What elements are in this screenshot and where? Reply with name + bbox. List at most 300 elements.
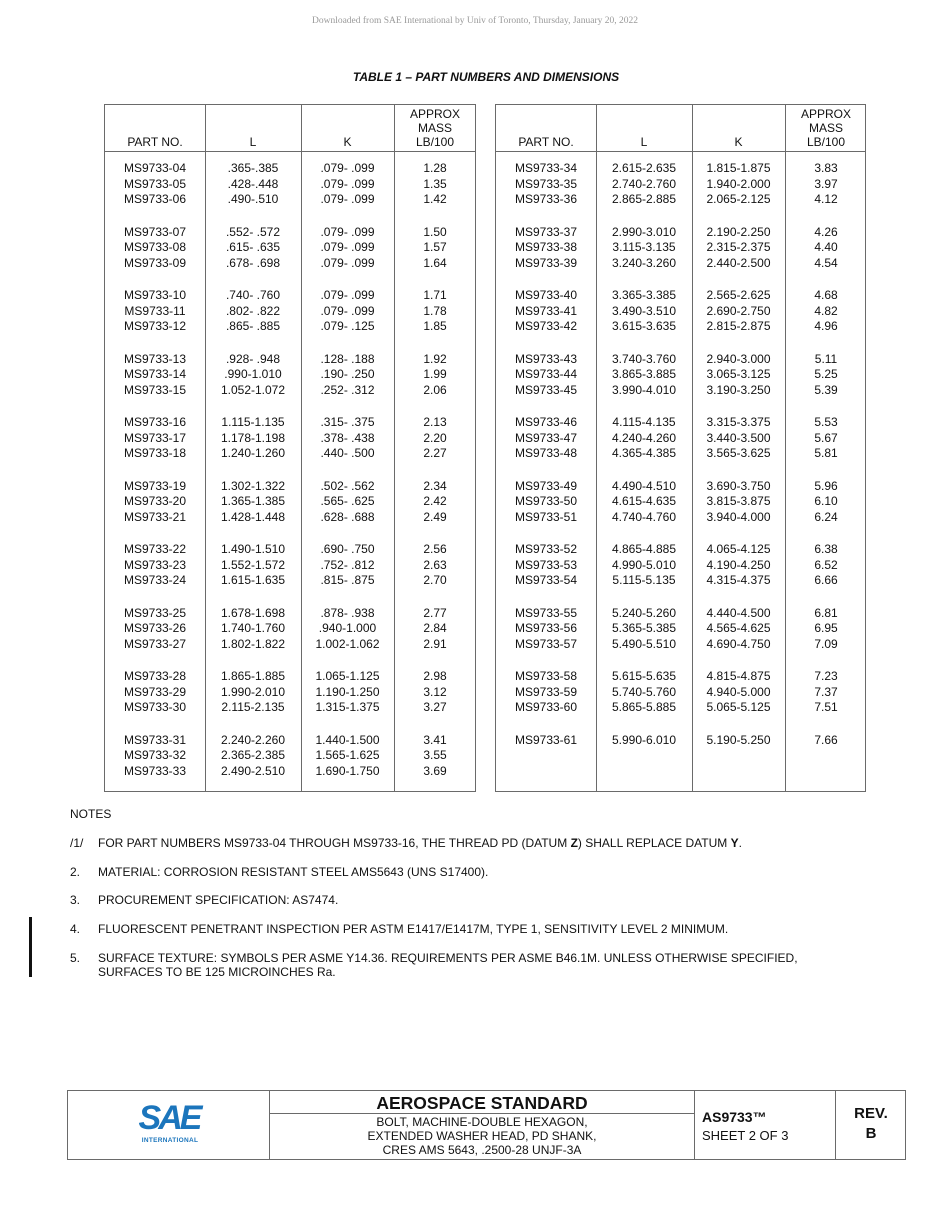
cell-mass: 6.95 [814, 621, 838, 635]
cell-k: .878- .938 [320, 605, 375, 620]
cell-k: 4.315-4.375 [706, 573, 771, 587]
cell-part-no: MS9733-57 [514, 636, 578, 651]
cell-k: .079- .099 [320, 224, 375, 239]
cell-mass: 2.42 [423, 494, 447, 508]
cell-mass: 2.20 [423, 430, 447, 445]
cell-part-no: MS9733-09 [123, 255, 187, 270]
cell-part-no: MS9733-06 [123, 192, 187, 206]
cell-part-no: MS9733-14 [123, 367, 187, 381]
cell-k: 2.190-2.250 [706, 224, 771, 239]
cell-part-no: MS9733-39 [514, 255, 578, 270]
table-row [496, 542, 865, 558]
note-text [98, 951, 858, 979]
title-block [67, 1090, 906, 1160]
row-group [496, 225, 865, 289]
cell-l: 1.990-2.010 [220, 684, 286, 699]
cell-part-no: MS9733-17 [123, 430, 187, 445]
cell-k: .079- .099 [320, 192, 375, 206]
table-row [496, 240, 865, 256]
cell-mass: 6.66 [814, 573, 838, 587]
cell-l: 4.365-4.385 [611, 446, 677, 460]
cell-l: 1.615-1.635 [220, 573, 286, 587]
download-notice: Downloaded from SAE International by Univ of Toronto, Thursday, January 20, 2022 [311, 16, 639, 26]
table-row [105, 510, 475, 526]
table-row [496, 192, 865, 208]
table-row [496, 446, 865, 462]
cell-k: 3.690-3.750 [706, 478, 771, 493]
table-row [105, 192, 475, 208]
cell-l: 5.240-5.260 [611, 605, 677, 620]
row-group [105, 733, 475, 797]
cell-part-no: MS9733-61 [514, 732, 578, 747]
sae-logo-subtitle: INTERNATIONAL [141, 1137, 199, 1144]
row-group [496, 733, 865, 797]
cell-k: 2.815-2.875 [706, 319, 771, 333]
cell-k: 4.190-4.250 [706, 557, 771, 572]
cell-part-no: MS9733-38 [514, 240, 578, 254]
cell-part-no: MS9733-53 [514, 557, 578, 572]
table-row [105, 225, 475, 241]
part-description [270, 1115, 694, 1157]
cell-mass: 5.67 [814, 430, 838, 445]
row-group [496, 669, 865, 733]
cell-l: 2.740-2.760 [611, 176, 677, 191]
cell-mass: 6.24 [814, 509, 838, 524]
cell-part-no: MS9733-04 [123, 161, 187, 175]
cell-mass: 7.09 [814, 636, 838, 651]
cell-l: 1.428-1.448 [220, 509, 286, 524]
cell-mass: 4.96 [814, 319, 838, 333]
table-row [496, 415, 865, 431]
cell-k: .440- .500 [320, 446, 375, 460]
cell-k: 1.690-1.750 [315, 763, 380, 778]
cell-l: 5.990-6.010 [611, 732, 677, 747]
cell-l: 1.365-1.385 [220, 494, 286, 508]
cell-part-no: MS9733-22 [123, 542, 187, 556]
table-body [496, 161, 865, 796]
cell-k: .752- .812 [320, 557, 375, 572]
cell-part-no: MS9733-58 [514, 669, 578, 683]
table-row [496, 733, 865, 749]
header-mass-line1: APPROX [800, 107, 851, 121]
sae-logo-icon [68, 1091, 269, 1159]
table-row [496, 479, 865, 495]
revision-value: B [865, 1125, 877, 1142]
table-row [105, 383, 475, 399]
cell-mass: 3.97 [814, 176, 838, 191]
header-k: K [343, 135, 352, 149]
table-row [105, 637, 475, 653]
cell-l: 3.990-4.010 [611, 382, 677, 397]
table-row [496, 304, 865, 320]
note-number: 5. [70, 951, 81, 965]
document-number: AS9733™ [702, 1109, 767, 1125]
table-row [105, 558, 475, 574]
cell-l: 1.552-1.572 [220, 557, 286, 572]
table-row [105, 764, 475, 780]
cell-part-no: MS9733-11 [124, 303, 186, 318]
table-row [496, 256, 865, 272]
cell-l: 3.740-3.760 [611, 351, 677, 366]
note-number: 3. [70, 893, 81, 907]
datum-z: Z [570, 836, 578, 850]
cell-k: 2.065-2.125 [706, 192, 771, 206]
cell-k: .079- .099 [320, 161, 375, 175]
table-row [496, 606, 865, 622]
cell-part-no: MS9733-52 [514, 542, 578, 556]
table-row [105, 177, 475, 193]
cell-part-no: MS9733-43 [514, 351, 578, 366]
row-group [105, 479, 475, 543]
cell-l: .428-.448 [227, 176, 279, 191]
row-group [496, 415, 865, 479]
cell-k: 5.190-5.250 [706, 732, 771, 747]
cell-k: 1.940-2.000 [706, 176, 771, 191]
cell-mass: 4.54 [814, 255, 838, 270]
datum-y: Y [730, 836, 739, 850]
table-row [105, 748, 475, 764]
row-group [105, 288, 475, 352]
table-row [105, 669, 475, 685]
table-row [105, 494, 475, 510]
cell-mass: 1.71 [423, 288, 447, 302]
description-line: BOLT, MACHINE-DOUBLE HEXAGON, [376, 1115, 588, 1129]
note-text-line: SURFACES TO BE 125 MICROINCHES Ra. [98, 965, 336, 979]
cell-part-no: MS9733-12 [123, 319, 187, 333]
cell-l: 2.115-2.135 [221, 700, 285, 714]
cell-mass: 5.39 [814, 382, 838, 397]
cell-l: 2.615-2.635 [611, 161, 677, 175]
cell-l: 3.865-3.885 [611, 367, 677, 381]
cell-mass: 6.52 [814, 557, 838, 572]
cell-l: 1.240-1.260 [220, 446, 286, 460]
table-row [496, 685, 865, 701]
cell-l: 4.615-4.635 [611, 494, 677, 508]
cell-mass: 1.64 [423, 255, 447, 270]
cell-part-no: MS9733-26 [123, 621, 187, 635]
cell-part-no: MS9733-24 [123, 573, 187, 587]
cell-l: .740- .760 [225, 288, 281, 302]
table-row [496, 225, 865, 241]
row-group [105, 225, 475, 289]
cell-k: .079- .099 [320, 240, 375, 254]
row-group [496, 606, 865, 670]
cell-mass: 2.56 [423, 542, 447, 556]
table-row [105, 431, 475, 447]
cell-l: 2.865-2.885 [611, 192, 677, 206]
cell-mass: 6.10 [814, 494, 838, 508]
cell-part-no: MS9733-54 [514, 573, 578, 587]
cell-k: 4.065-4.125 [706, 542, 771, 556]
header-approx-mass [394, 107, 476, 149]
table-row [496, 352, 865, 368]
cell-mass: 1.57 [423, 240, 447, 254]
cell-part-no: MS9733-36 [514, 192, 578, 206]
note-text-part: FOR PART NUMBERS MS9733-04 THROUGH MS9733-16, THE THREAD PD (DATUM [98, 836, 571, 850]
table-body [105, 161, 475, 796]
table-row [496, 573, 865, 589]
table-header [105, 105, 475, 152]
cell-mass: 1.35 [423, 176, 447, 191]
header-l: L [249, 135, 257, 149]
table-row [496, 288, 865, 304]
cell-k: 1.002-1.062 [315, 636, 380, 651]
cell-k: 1.065-1.125 [315, 669, 380, 683]
cell-l: 4.490-4.510 [611, 478, 677, 493]
row-group [496, 542, 865, 606]
note-number: /1/ [70, 836, 84, 850]
table-row [496, 319, 865, 335]
cell-k: 1.440-1.500 [315, 732, 380, 747]
table-row [496, 367, 865, 383]
notes-heading: NOTES [70, 807, 112, 821]
cell-l: .365-.385 [227, 161, 279, 175]
cell-mass: 5.53 [814, 415, 838, 429]
table-row [105, 304, 475, 320]
cell-part-no: MS9733-35 [514, 176, 578, 191]
table-row [105, 621, 475, 637]
cell-l: .678- .698 [225, 255, 281, 270]
cell-k: .190- .250 [320, 367, 375, 381]
cell-l: 2.490-2.510 [220, 763, 286, 778]
cell-mass: 5.11 [814, 351, 838, 366]
cell-k: 4.940-5.000 [706, 684, 771, 699]
cell-part-no: MS9733-33 [123, 763, 187, 778]
cell-mass: 2.06 [423, 382, 447, 397]
row-group [105, 415, 475, 479]
table-row [496, 700, 865, 716]
note-text: FLUORESCENT PENETRANT INSPECTION PER ASTM E1417/E1417M, TYPE 1, SENSITIVITY LEVEL 2 MINIMUM. [98, 922, 729, 936]
cell-l: 3.615-3.635 [611, 319, 677, 333]
cell-k: .690- .750 [320, 542, 375, 556]
cell-l: 3.490-3.510 [611, 303, 677, 318]
cell-k: 1.565-1.625 [315, 748, 380, 762]
header-mass-line3: LB/100 [806, 135, 846, 149]
cell-mass: 3.83 [814, 161, 838, 175]
cell-l: 2.365-2.385 [220, 748, 286, 762]
cell-k: 2.440-2.500 [706, 255, 771, 270]
cell-part-no: MS9733-05 [123, 176, 187, 191]
cell-part-no: MS9733-34 [514, 161, 578, 175]
cell-k: 4.440-4.500 [706, 605, 771, 620]
cell-part-no: MS9733-42 [514, 319, 578, 333]
header-mass-line3: LB/100 [415, 135, 455, 149]
cell-mass: 2.70 [423, 573, 447, 587]
cell-mass: 1.92 [423, 351, 447, 366]
cell-mass: 3.12 [423, 684, 447, 699]
header-approx-mass [785, 107, 867, 149]
cell-l: 5.740-5.760 [611, 684, 677, 699]
cell-mass: 6.81 [814, 605, 838, 620]
cell-k: .079- .099 [320, 303, 375, 318]
cell-l: 1.802-1.822 [220, 636, 286, 651]
header-mass-line2: MASS [417, 121, 452, 135]
table-row [496, 161, 865, 177]
cell-k: 5.065-5.125 [706, 700, 771, 714]
cell-l: 2.240-2.260 [220, 732, 286, 747]
cell-part-no: MS9733-27 [123, 636, 187, 651]
cell-mass: 2.77 [423, 605, 447, 620]
cell-part-no: MS9733-20 [123, 494, 187, 508]
note-text-line: SURFACE TEXTURE: SYMBOLS PER ASME Y14.36. REQUIREMENTS PER ASME B46.1M. UNLESS OTHERWISE SPECIFIED, [98, 951, 798, 965]
cell-mass: 3.55 [423, 748, 447, 762]
cell-l: 4.990-5.010 [611, 557, 677, 572]
note-number: 4. [70, 922, 81, 936]
cell-part-no: MS9733-56 [514, 621, 578, 635]
cell-part-no: MS9733-40 [514, 288, 578, 302]
header-part-no: PART NO. [518, 135, 574, 149]
table-row [105, 479, 475, 495]
cell-k: 4.815-4.875 [706, 669, 771, 683]
cell-part-no: MS9733-46 [514, 415, 578, 429]
cell-mass: 1.42 [423, 192, 447, 206]
cell-l: 1.178-1.198 [220, 430, 286, 445]
cell-mass: 4.82 [814, 303, 838, 318]
cell-l: .990-1.010 [224, 367, 282, 381]
cell-l: 1.678-1.698 [220, 605, 286, 620]
cell-k: .128- .188 [320, 351, 375, 366]
cell-k: .079- .099 [320, 255, 375, 270]
cell-mass: 3.41 [423, 732, 447, 747]
row-group [496, 288, 865, 352]
note-text: PROCUREMENT SPECIFICATION: AS7474. [98, 893, 339, 907]
note-text: MATERIAL: CORROSION RESISTANT STEEL AMS5643 (UNS S17400). [98, 865, 489, 879]
header-part-no: PART NO. [127, 135, 183, 149]
cell-l: 1.740-1.760 [220, 621, 286, 635]
cell-part-no: MS9733-32 [123, 748, 187, 762]
cell-mass: 1.78 [423, 303, 447, 318]
cell-part-no: MS9733-13 [123, 351, 187, 366]
cell-l: .802- .822 [225, 303, 281, 318]
cell-part-no: MS9733-19 [123, 478, 187, 493]
cell-part-no: MS9733-28 [123, 669, 187, 683]
table-row [105, 319, 475, 335]
cell-part-no: MS9733-48 [514, 446, 578, 460]
dimensions-table-left [104, 104, 476, 792]
table-row [105, 415, 475, 431]
cell-mass: 2.84 [423, 621, 447, 635]
table-row [105, 240, 475, 256]
cell-mass: 2.13 [423, 415, 447, 429]
cell-l: 1.302-1.322 [220, 478, 286, 493]
cell-k: .079- .099 [320, 176, 375, 191]
cell-part-no: MS9733-59 [514, 684, 578, 699]
cell-part-no: MS9733-55 [514, 605, 578, 620]
table-row [105, 161, 475, 177]
cell-l: 4.115-4.135 [612, 415, 676, 429]
cell-k: 3.565-3.625 [706, 446, 771, 460]
cell-mass: 7.23 [814, 669, 838, 683]
cell-part-no: MS9733-21 [123, 509, 187, 524]
row-group [105, 161, 475, 225]
cell-part-no: MS9733-51 [514, 509, 578, 524]
cell-mass: 6.38 [814, 542, 838, 556]
cell-part-no: MS9733-29 [123, 684, 187, 699]
header-l: L [640, 135, 648, 149]
cell-l: .615- .635 [225, 240, 281, 254]
cell-part-no: MS9733-44 [514, 367, 578, 381]
cell-k: .815- .875 [320, 573, 375, 587]
table-row [496, 494, 865, 510]
cell-k: .940-1.000 [318, 621, 377, 635]
table-row [105, 352, 475, 368]
description-line: EXTENDED WASHER HEAD, PD SHANK, [367, 1129, 597, 1143]
cell-l: 1.052-1.072 [220, 382, 286, 397]
cell-mass: 4.40 [814, 240, 838, 254]
header-k: K [734, 135, 743, 149]
cell-k: 1.815-1.875 [706, 161, 771, 175]
cell-mass: 7.51 [814, 700, 838, 714]
revision-label: REV. [854, 1105, 888, 1122]
cell-k: 4.565-4.625 [706, 621, 771, 635]
cell-l: 2.990-3.010 [611, 224, 677, 239]
cell-mass: 5.25 [814, 367, 838, 381]
cell-k: 3.940-4.000 [706, 509, 771, 524]
sae-logo [68, 1091, 269, 1159]
cell-part-no: MS9733-49 [514, 478, 578, 493]
cell-k: .378- .438 [320, 430, 375, 445]
cell-l: 4.240-4.260 [611, 430, 677, 445]
cell-part-no: MS9733-16 [123, 415, 187, 429]
table-row [105, 573, 475, 589]
cell-part-no: MS9733-25 [123, 605, 187, 620]
cell-l: .552- .572 [225, 224, 281, 239]
dimensions-table-right [495, 104, 866, 792]
table-row [496, 621, 865, 637]
cell-part-no: MS9733-10 [123, 288, 187, 302]
row-group [105, 669, 475, 733]
note-text [98, 836, 858, 850]
cell-mass: 4.12 [814, 192, 838, 206]
row-group [105, 352, 475, 416]
cell-part-no: MS9733-23 [123, 557, 187, 572]
cell-l: .928- .948 [225, 351, 281, 366]
cell-k: 1.315-1.375 [315, 700, 380, 714]
cell-l: 1.490-1.510 [220, 542, 286, 556]
cell-mass: 2.49 [423, 509, 447, 524]
note-text-part: . [738, 836, 742, 850]
table-row [496, 558, 865, 574]
cell-mass: 1.28 [423, 161, 447, 175]
cell-k: .315- .375 [320, 415, 375, 429]
cell-part-no: MS9733-60 [514, 700, 578, 714]
cell-k: 4.690-4.750 [706, 636, 771, 651]
cell-l: 5.365-5.385 [611, 621, 677, 635]
table-row [105, 733, 475, 749]
header-mass-line1: APPROX [409, 107, 460, 121]
table-row [105, 288, 475, 304]
cell-k: 2.690-2.750 [706, 303, 771, 318]
cell-l: 5.490-5.510 [611, 636, 677, 651]
cell-part-no: MS9733-37 [514, 224, 578, 239]
cell-k: .565- .625 [320, 494, 375, 508]
sheet-number: SHEET 2 OF 3 [702, 1128, 789, 1143]
cell-part-no: MS9733-08 [123, 240, 187, 254]
cell-mass: 5.96 [814, 478, 838, 493]
cell-l: 4.740-4.760 [611, 509, 677, 524]
sae-logo-mark: SAE [138, 1099, 200, 1137]
row-group [105, 606, 475, 670]
cell-l: 1.865-1.885 [220, 669, 286, 683]
cell-k: 2.315-2.375 [706, 240, 771, 254]
cell-l: .865- .885 [225, 319, 281, 333]
cell-mass: 2.63 [423, 557, 447, 572]
cell-k: .079- .125 [320, 319, 375, 333]
cell-part-no: MS9733-07 [123, 224, 187, 239]
cell-mass: 1.85 [423, 319, 447, 333]
cell-part-no: MS9733-41 [514, 303, 578, 318]
cell-l: 4.865-4.885 [611, 542, 677, 556]
